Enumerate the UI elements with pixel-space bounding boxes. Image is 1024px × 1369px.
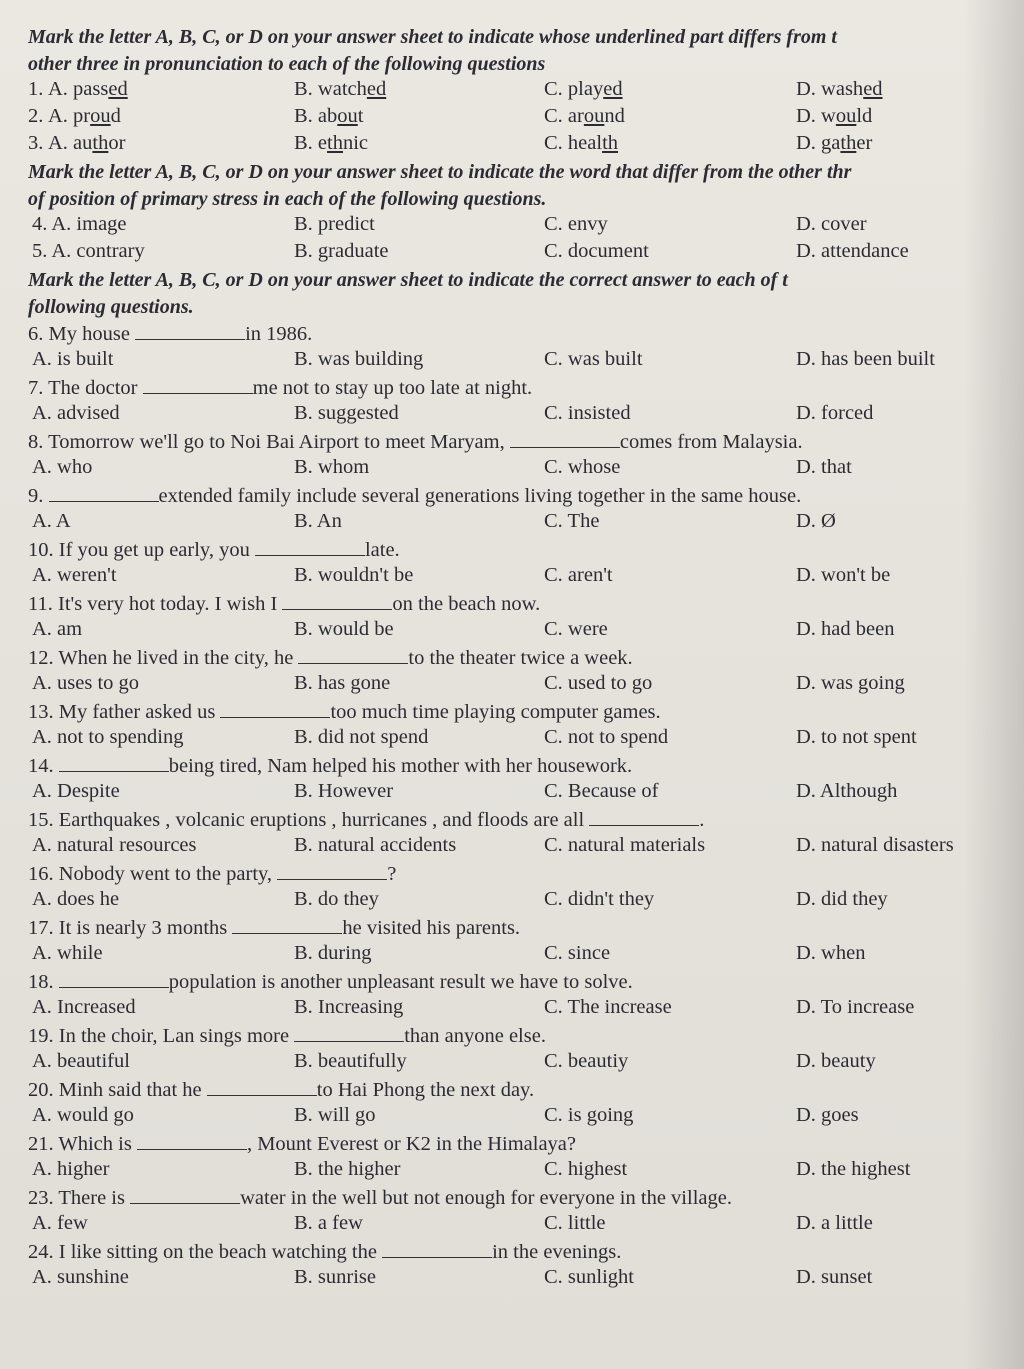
question-stem bbox=[28, 1131, 1024, 1158]
question-text: 11. It's very hot today. I wish I bbox=[28, 593, 278, 615]
question-options bbox=[28, 1104, 1024, 1131]
answer-blank bbox=[137, 1131, 247, 1150]
pronunciation-question-2 bbox=[28, 105, 1024, 132]
option-a[interactable]: A. not to spending bbox=[32, 726, 184, 748]
option-c[interactable] bbox=[544, 78, 623, 101]
stress-question-4 bbox=[28, 213, 1024, 240]
option-c[interactable]: C. document bbox=[544, 240, 649, 262]
option-a[interactable]: A. advised bbox=[32, 402, 120, 424]
option-d[interactable]: D. goes bbox=[796, 1104, 859, 1126]
question-stem bbox=[28, 537, 1024, 564]
option-a[interactable]: A. A bbox=[32, 510, 71, 532]
question-stem bbox=[28, 1239, 1024, 1266]
option-text: or bbox=[108, 132, 126, 154]
question-options bbox=[28, 726, 1024, 753]
option-c[interactable]: C. were bbox=[544, 618, 608, 640]
question-text: 8. Tomorrow we'll go to Noi Bai Airport to meet Maryam, bbox=[28, 431, 505, 453]
option-d[interactable]: D. cover bbox=[796, 213, 867, 235]
option-c[interactable]: C. natural materials bbox=[544, 834, 706, 856]
question-stem bbox=[28, 321, 1024, 348]
question-text: to Hai Phong the next day. bbox=[316, 1079, 535, 1101]
option-d[interactable]: D. has been built bbox=[796, 348, 935, 370]
question-text: he visited his parents. bbox=[342, 917, 521, 939]
question-number: 3. bbox=[28, 132, 44, 154]
question-number: 1. bbox=[28, 78, 44, 100]
option-d[interactable]: D. forced bbox=[796, 402, 874, 424]
option-b[interactable]: B. natural accidents bbox=[294, 834, 457, 856]
underlined-part: th bbox=[327, 132, 343, 154]
answer-blank bbox=[143, 375, 253, 394]
answer-blank bbox=[294, 1023, 404, 1042]
question-text: than anyone else. bbox=[404, 1025, 546, 1047]
option-text: D. wash bbox=[796, 78, 864, 100]
option-text: A. au bbox=[48, 132, 93, 154]
option-d[interactable]: D. the highest bbox=[796, 1158, 911, 1180]
option-b[interactable]: B. do they bbox=[294, 888, 379, 910]
option-d[interactable]: D. won't be bbox=[796, 564, 891, 586]
option-d[interactable]: D. to not spent bbox=[796, 726, 917, 748]
option-d[interactable]: D. was going bbox=[796, 672, 905, 694]
instruction-pronunciation-line2: other three in pronunciation to each of the following questions bbox=[28, 53, 546, 75]
option-c[interactable]: C. highest bbox=[544, 1158, 628, 1180]
option-d[interactable]: D. when bbox=[796, 942, 866, 964]
option-a[interactable]: A. would go bbox=[32, 1104, 134, 1126]
option-d[interactable] bbox=[796, 105, 872, 128]
option-d[interactable]: D. did they bbox=[796, 888, 888, 910]
question-text: 13. My father asked us bbox=[28, 701, 216, 723]
option-d[interactable]: D. Ø bbox=[796, 510, 836, 532]
option-text: nic bbox=[342, 132, 369, 154]
answer-blank bbox=[298, 645, 408, 664]
underlined-part: ou bbox=[90, 105, 111, 127]
question-text: . bbox=[699, 809, 705, 831]
question-options bbox=[28, 618, 1024, 645]
option-c[interactable]: C. didn't they bbox=[544, 888, 655, 910]
option-d[interactable] bbox=[796, 78, 883, 101]
option-c[interactable]: C. The bbox=[544, 510, 600, 532]
answer-blank bbox=[382, 1239, 492, 1258]
answer-blank bbox=[255, 537, 365, 556]
question-options bbox=[28, 510, 1024, 537]
option-b[interactable]: B. predict bbox=[294, 213, 375, 235]
option-a[interactable]: A. Increased bbox=[32, 996, 136, 1018]
option-b[interactable]: B. during bbox=[294, 942, 372, 964]
instruction-grammar-line2: following questions. bbox=[28, 296, 194, 318]
answer-blank bbox=[232, 915, 342, 934]
option-c[interactable] bbox=[544, 132, 618, 155]
question-text: in the evenings. bbox=[492, 1241, 622, 1263]
question-text: 16. Nobody went to the party, bbox=[28, 863, 273, 885]
question-options bbox=[28, 402, 1024, 429]
question-text: too much time playing computer games. bbox=[330, 701, 661, 723]
question-stem bbox=[28, 645, 1024, 672]
option-b[interactable]: B. sunrise bbox=[294, 1266, 376, 1288]
option-c[interactable]: C. was built bbox=[544, 348, 643, 370]
option-b[interactable]: B. beautifully bbox=[294, 1050, 407, 1072]
option-a[interactable]: 4. A. image bbox=[32, 213, 127, 235]
option-text: D. w bbox=[796, 105, 836, 127]
question-text: 17. It is nearly 3 months bbox=[28, 917, 228, 939]
option-a[interactable]: A. weren't bbox=[32, 564, 117, 586]
option-b[interactable]: B. wouldn't be bbox=[294, 564, 414, 586]
question-text: me not to stay up too late at night. bbox=[252, 377, 533, 399]
question-text: 23. There is bbox=[28, 1187, 125, 1209]
option-b[interactable] bbox=[294, 105, 363, 128]
option-b[interactable]: B. Increasing bbox=[294, 996, 404, 1018]
question-options bbox=[28, 1266, 1024, 1293]
option-c[interactable]: C. The increase bbox=[544, 996, 672, 1018]
pronunciation-question-1 bbox=[28, 78, 1024, 105]
underlined-part: ed bbox=[366, 78, 387, 100]
underlined-part: ed bbox=[108, 78, 128, 100]
underlined-part: ou bbox=[583, 105, 605, 127]
underlined-part: th bbox=[602, 132, 619, 154]
option-b[interactable] bbox=[294, 78, 386, 101]
question-stem bbox=[28, 375, 1024, 402]
option-b[interactable]: B. did not spend bbox=[294, 726, 429, 748]
underlined-part: ou bbox=[835, 105, 857, 127]
option-a[interactable]: A. natural resources bbox=[32, 834, 197, 856]
stress-question-5 bbox=[28, 240, 1024, 267]
question-options bbox=[28, 564, 1024, 591]
question-text: 9. bbox=[28, 485, 44, 507]
question-options bbox=[28, 996, 1024, 1023]
option-a[interactable]: A. is built bbox=[32, 348, 114, 370]
option-text: C. heal bbox=[544, 132, 603, 154]
option-a[interactable]: 5. A. contrary bbox=[32, 240, 145, 262]
answer-blank bbox=[59, 753, 169, 772]
option-c[interactable]: C. aren't bbox=[544, 564, 613, 586]
option-b[interactable]: B. a few bbox=[294, 1212, 363, 1234]
option-d[interactable] bbox=[796, 132, 872, 155]
option-c[interactable]: C. used to go bbox=[544, 672, 653, 694]
option-a[interactable]: A. does he bbox=[32, 888, 120, 910]
question-text: 24. I like sitting on the beach watching the bbox=[28, 1241, 377, 1263]
answer-blank bbox=[282, 591, 392, 610]
answer-blank bbox=[589, 807, 699, 826]
answer-blank bbox=[59, 969, 169, 988]
option-a[interactable] bbox=[48, 78, 128, 101]
option-d[interactable]: D. that bbox=[796, 456, 852, 478]
question-options bbox=[28, 1212, 1024, 1239]
option-text: C. ar bbox=[544, 105, 584, 127]
question-stem bbox=[28, 969, 1024, 996]
instruction-grammar-line1: Mark the letter A, B, C, or D on your answer sheet to indicate the correct answer to each of t bbox=[28, 269, 788, 291]
option-c[interactable]: C. beautiy bbox=[544, 1050, 629, 1072]
question-text: ? bbox=[387, 863, 397, 885]
pronunciation-questions bbox=[28, 78, 1024, 159]
option-c[interactable]: C. is going bbox=[544, 1104, 634, 1126]
question-stem bbox=[28, 753, 1024, 780]
option-a[interactable]: A. sunshine bbox=[32, 1266, 129, 1288]
option-c[interactable]: C. since bbox=[544, 942, 611, 964]
question-stem bbox=[28, 1077, 1024, 1104]
option-c[interactable]: C. insisted bbox=[544, 402, 631, 424]
question-text: , Mount Everest or K2 in the Himalaya? bbox=[246, 1133, 577, 1155]
question-text: in 1986. bbox=[245, 323, 313, 345]
question-text: extended family include several generations living together in the same house. bbox=[158, 485, 802, 507]
option-a[interactable] bbox=[48, 132, 125, 155]
answer-blank bbox=[510, 429, 620, 448]
option-b[interactable]: B. was building bbox=[294, 348, 424, 370]
option-text: B. watch bbox=[294, 78, 367, 100]
option-c[interactable]: C. envy bbox=[544, 213, 608, 235]
answer-blank bbox=[135, 321, 245, 340]
option-d[interactable]: D. had been bbox=[796, 618, 895, 640]
option-c[interactable]: C. whose bbox=[544, 456, 621, 478]
underlined-part: th bbox=[840, 132, 857, 154]
underlined-part: ou bbox=[337, 105, 358, 127]
option-text: er bbox=[856, 132, 873, 154]
question-stem bbox=[28, 1023, 1024, 1050]
question-text: late. bbox=[364, 539, 400, 561]
option-d[interactable]: D. sunset bbox=[796, 1266, 873, 1288]
option-text: A. pass bbox=[48, 78, 109, 100]
question-text: population is another unpleasant result we have to solve. bbox=[168, 971, 633, 993]
option-a[interactable]: A. higher bbox=[32, 1158, 110, 1180]
option-a[interactable] bbox=[48, 105, 121, 128]
option-d[interactable]: D. Although bbox=[796, 780, 898, 802]
answer-blank bbox=[49, 483, 159, 502]
question-text: 15. Earthquakes , volcanic eruptions , hurricanes , and floods are all bbox=[28, 809, 585, 831]
question-stem bbox=[28, 699, 1024, 726]
option-text: B. e bbox=[294, 132, 328, 154]
question-options bbox=[28, 348, 1024, 375]
option-c[interactable]: C. not to spend bbox=[544, 726, 669, 748]
option-a[interactable]: A. few bbox=[32, 1212, 88, 1234]
instruction-pronunciation-line1: Mark the letter A, B, C, or D on your answer sheet to indicate whose underlined part differs from t bbox=[28, 26, 837, 48]
option-b[interactable] bbox=[294, 132, 368, 155]
question-options bbox=[28, 672, 1024, 699]
option-b[interactable]: B. However bbox=[294, 780, 394, 802]
answer-blank bbox=[277, 861, 387, 880]
question-text: 18. bbox=[28, 971, 54, 993]
option-d[interactable]: D. beauty bbox=[796, 1050, 876, 1072]
question-text: 6. My house bbox=[28, 323, 130, 345]
option-b[interactable]: B. suggested bbox=[294, 402, 399, 424]
question-text: 14. bbox=[28, 755, 54, 777]
option-b[interactable]: B. whom bbox=[294, 456, 370, 478]
answer-blank bbox=[220, 699, 330, 718]
option-a[interactable]: A. uses to go bbox=[32, 672, 140, 694]
question-text: 20. Minh said that he bbox=[28, 1079, 202, 1101]
option-text: B. ab bbox=[294, 105, 338, 127]
option-text: nd bbox=[604, 105, 625, 127]
question-stem bbox=[28, 915, 1024, 942]
option-a[interactable]: A. Despite bbox=[32, 780, 120, 802]
option-a[interactable]: A. who bbox=[32, 456, 93, 478]
option-text: D. ga bbox=[796, 132, 841, 154]
option-b[interactable]: B. will go bbox=[294, 1104, 376, 1126]
question-text: being tired, Nam helped his mother with her housework. bbox=[168, 755, 633, 777]
pronunciation-question-3 bbox=[28, 132, 1024, 159]
option-d[interactable]: D. a little bbox=[796, 1212, 873, 1234]
question-number: 2. bbox=[28, 105, 44, 127]
question-text: 19. In the choir, Lan sings more bbox=[28, 1025, 290, 1047]
option-d[interactable]: D. natural disasters bbox=[796, 834, 954, 856]
option-text: ld bbox=[856, 105, 873, 127]
question-text: 21. Which is bbox=[28, 1133, 132, 1155]
option-a[interactable]: A. beautiful bbox=[32, 1050, 130, 1072]
question-text: 12. When he lived in the city, he bbox=[28, 647, 294, 669]
question-options bbox=[28, 456, 1024, 483]
instruction-stress-line1: Mark the letter A, B, C, or D on your answer sheet to indicate the word that differ from the other thr bbox=[28, 161, 852, 183]
question-stem bbox=[28, 429, 1024, 456]
grammar-questions bbox=[28, 321, 1024, 1293]
option-d[interactable]: D. attendance bbox=[796, 240, 909, 262]
question-text: comes from Malaysia. bbox=[619, 431, 803, 453]
question-options bbox=[28, 834, 1024, 861]
instruction-stress-line2: of position of primary stress in each of the following questions. bbox=[28, 188, 547, 210]
option-b[interactable]: B. An bbox=[294, 510, 342, 532]
underlined-part: th bbox=[92, 132, 109, 154]
option-c[interactable]: C. sunlight bbox=[544, 1266, 634, 1288]
option-text: C. play bbox=[544, 78, 604, 100]
underlined-part: ed bbox=[863, 78, 883, 100]
question-text: to the theater twice a week. bbox=[408, 647, 633, 669]
option-b[interactable]: B. has gone bbox=[294, 672, 391, 694]
answer-blank bbox=[130, 1185, 240, 1204]
option-text: d bbox=[110, 105, 121, 127]
option-c[interactable]: C. Because of bbox=[544, 780, 659, 802]
option-text: A. pr bbox=[48, 105, 91, 127]
question-options bbox=[28, 888, 1024, 915]
answer-blank bbox=[207, 1077, 317, 1096]
option-d[interactable]: D. To increase bbox=[796, 996, 915, 1018]
question-text: water in the well but not enough for everyone in the village. bbox=[240, 1187, 732, 1209]
question-stem bbox=[28, 861, 1024, 888]
question-options bbox=[28, 1158, 1024, 1185]
question-options bbox=[28, 942, 1024, 969]
question-text: 10. If you get up early, you bbox=[28, 539, 250, 561]
question-text: 7. The doctor bbox=[28, 377, 138, 399]
underlined-part: ed bbox=[603, 78, 623, 100]
option-a[interactable]: A. while bbox=[32, 942, 103, 964]
option-b[interactable]: B. would be bbox=[294, 618, 394, 640]
question-text: on the beach now. bbox=[392, 593, 541, 615]
question-options bbox=[28, 780, 1024, 807]
option-c[interactable] bbox=[544, 105, 625, 128]
question-stem bbox=[28, 1185, 1024, 1212]
question-stem bbox=[28, 483, 1024, 510]
option-b[interactable]: B. graduate bbox=[294, 240, 389, 262]
option-c[interactable]: C. little bbox=[544, 1212, 606, 1234]
option-b[interactable]: B. the higher bbox=[294, 1158, 401, 1180]
question-options bbox=[28, 1050, 1024, 1077]
question-stem bbox=[28, 807, 1024, 834]
option-text: t bbox=[357, 105, 364, 127]
question-stem bbox=[28, 591, 1024, 618]
option-a[interactable]: A. am bbox=[32, 618, 83, 640]
